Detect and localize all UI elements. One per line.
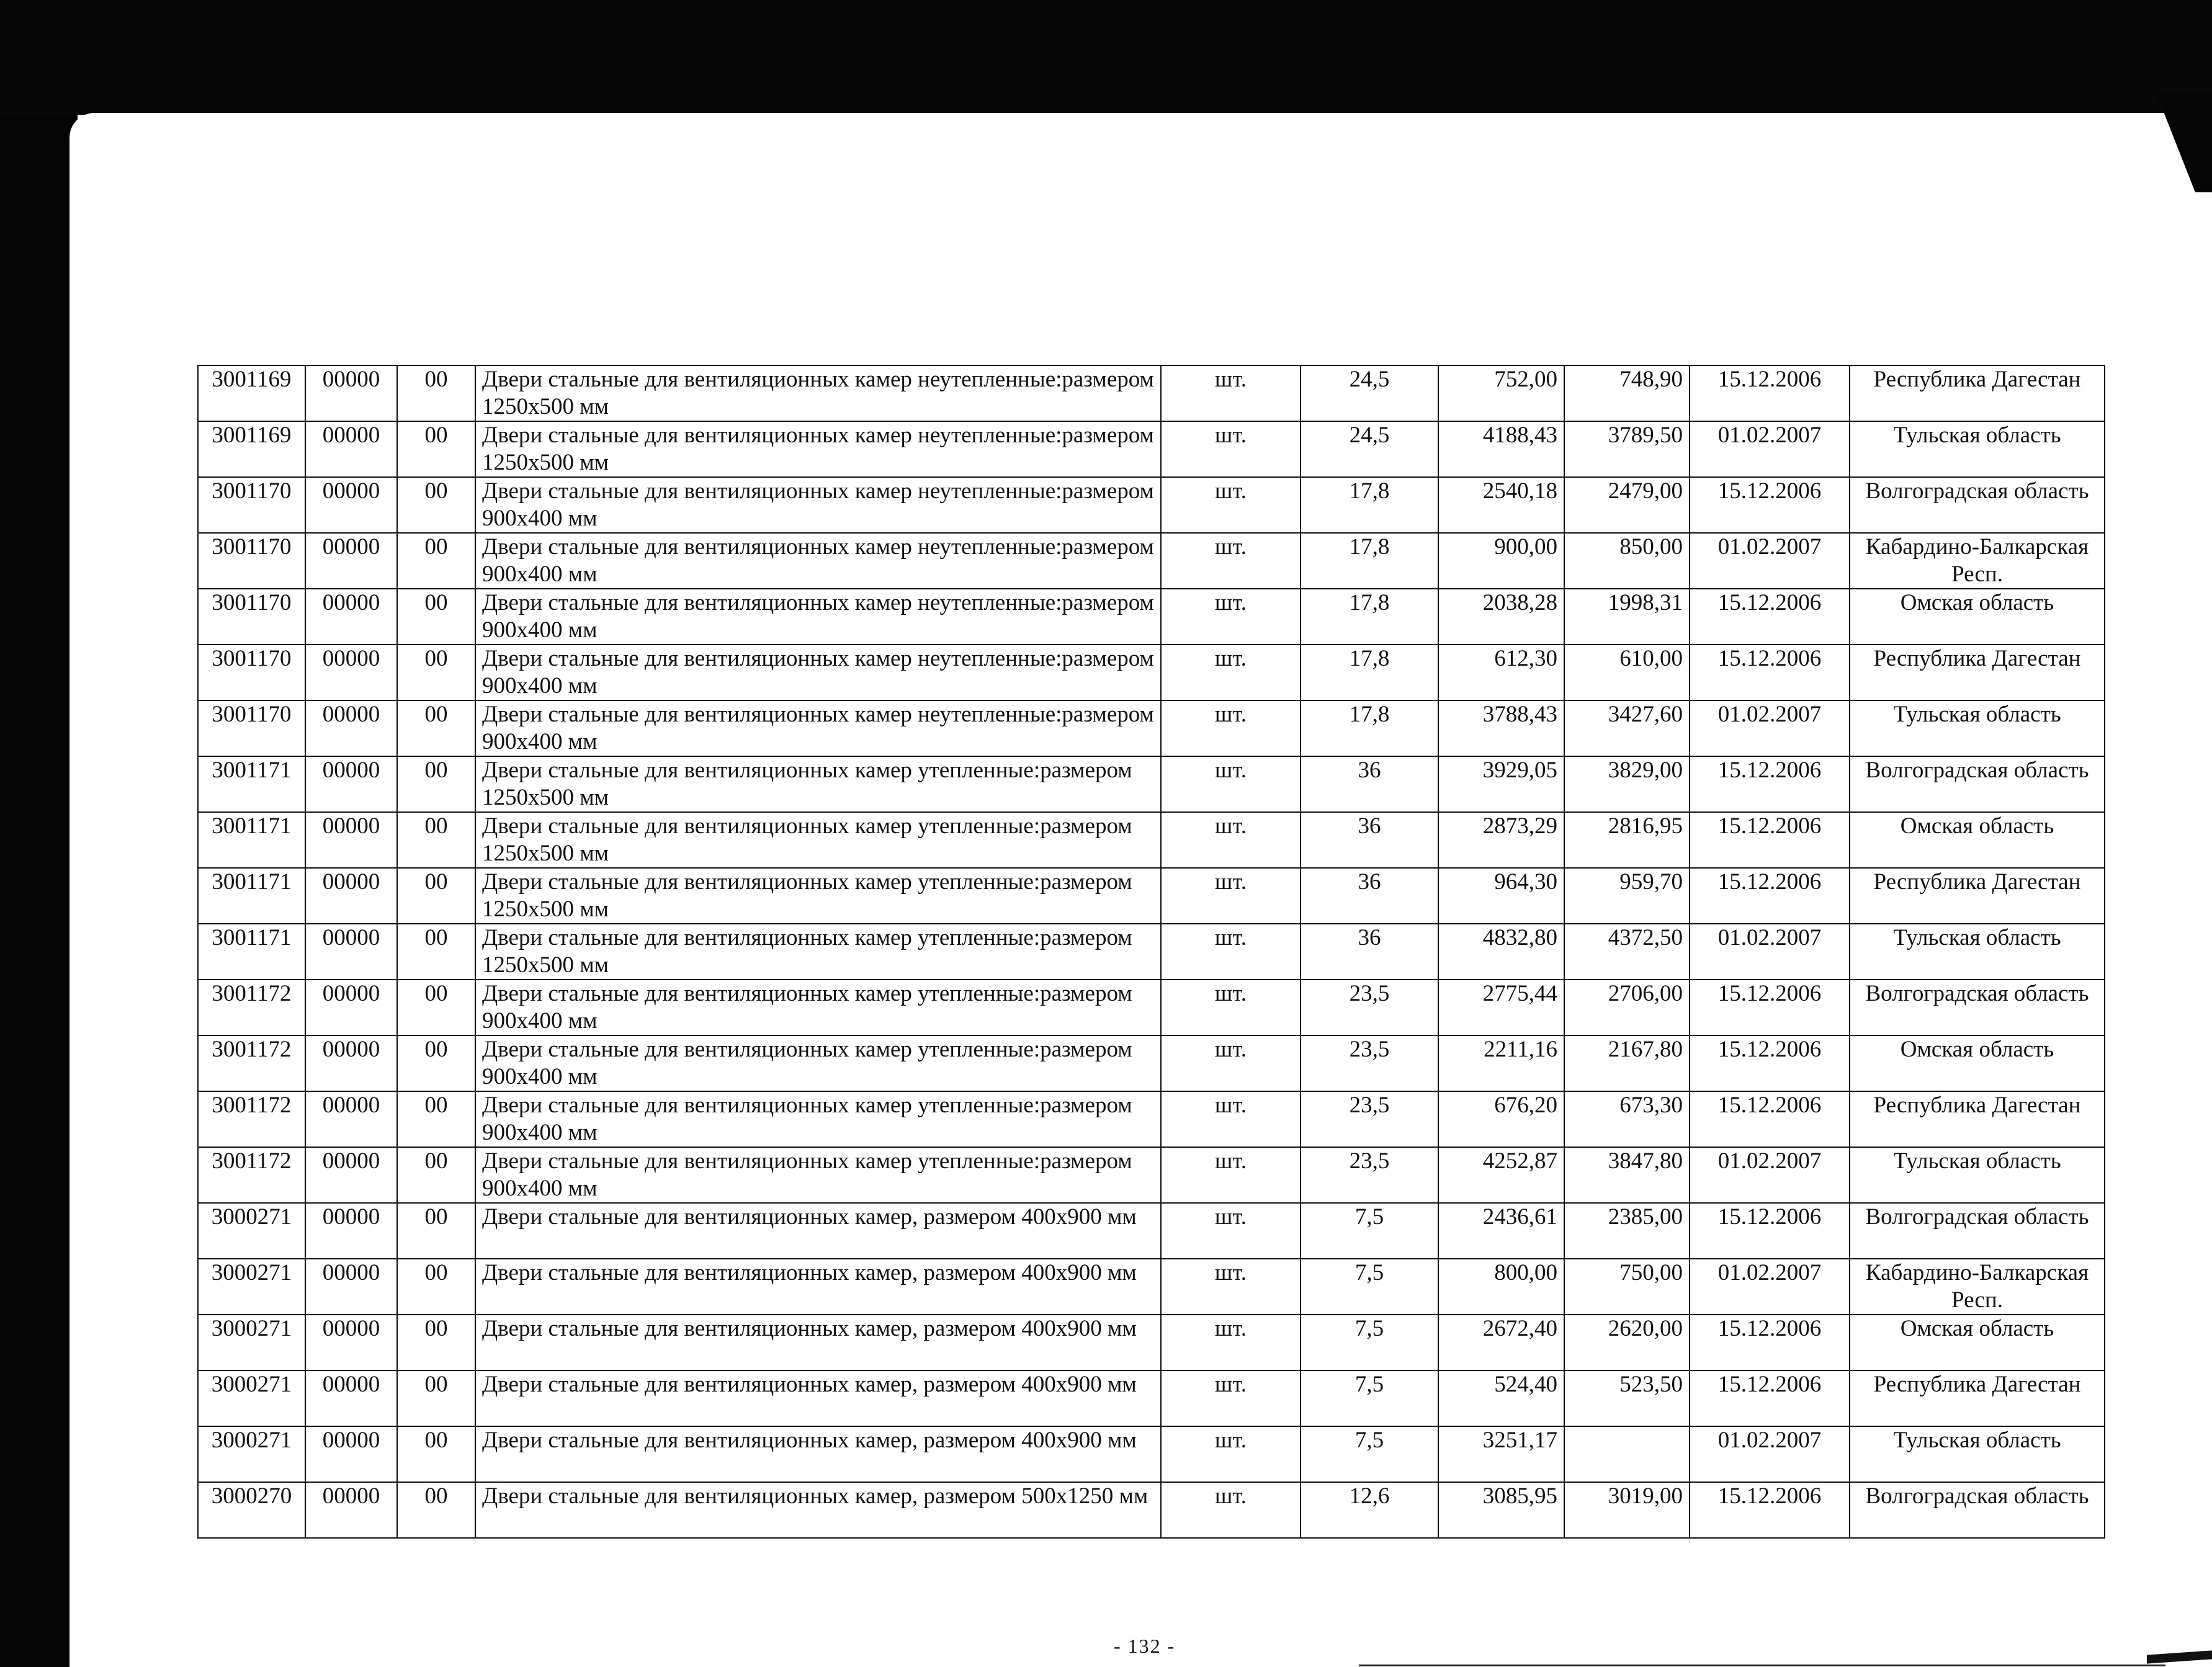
footer-rule (1359, 1665, 2165, 1666)
table-row (198, 868, 2105, 924)
unit-cell: шт. (1161, 1370, 1301, 1426)
variant-cell: 00 (397, 533, 475, 589)
variant-cell: 00 (397, 1482, 475, 1538)
variant-cell: 00 (397, 477, 475, 533)
variant-cell: 00 (397, 421, 475, 477)
weight-cell: 24,5 (1301, 365, 1438, 421)
price-1-cell: 3085,95 (1438, 1482, 1564, 1538)
price-2-cell: 4372,50 (1564, 924, 1690, 980)
variant-cell: 00 (397, 1147, 475, 1203)
item-code-cell: 3001171 (198, 924, 305, 980)
price-1-cell: 2211,16 (1438, 1035, 1564, 1091)
table-row (198, 421, 2105, 477)
item-name-cell: Двери стальные для вентиляционных камер, размером 400х900 мм (475, 1370, 1161, 1426)
price-2-cell (1564, 1426, 1690, 1482)
price-2-cell: 3427,60 (1564, 700, 1690, 756)
unit-cell: шт. (1161, 1147, 1301, 1203)
subcode-cell: 00000 (305, 477, 397, 533)
weight-cell: 23,5 (1301, 1091, 1438, 1147)
subcode-cell: 00000 (305, 1259, 397, 1315)
item-code-cell: 3001170 (198, 589, 305, 645)
variant-cell: 00 (397, 980, 475, 1035)
unit-cell: шт. (1161, 365, 1301, 421)
weight-cell: 17,8 (1301, 645, 1438, 700)
weight-cell: 23,5 (1301, 1147, 1438, 1203)
subcode-cell: 00000 (305, 812, 397, 868)
item-name-cell: Двери стальные для вентиляционных камер утепленные:размером 900х400 мм (475, 980, 1161, 1035)
weight-cell: 7,5 (1301, 1426, 1438, 1482)
variant-cell: 00 (397, 868, 475, 924)
unit-cell: шт. (1161, 868, 1301, 924)
table-row (198, 645, 2105, 700)
price-1-cell: 752,00 (1438, 365, 1564, 421)
item-code-cell: 3001171 (198, 812, 305, 868)
region-cell: Тульская область (1850, 1426, 2105, 1482)
price-1-cell: 4252,87 (1438, 1147, 1564, 1203)
price-2-cell: 1998,31 (1564, 589, 1690, 645)
price-2-cell: 3789,50 (1564, 421, 1690, 477)
unit-cell: шт. (1161, 1482, 1301, 1538)
weight-cell: 36 (1301, 756, 1438, 812)
unit-cell: шт. (1161, 1203, 1301, 1259)
item-code-cell: 3001172 (198, 1035, 305, 1091)
subcode-cell: 00000 (305, 980, 397, 1035)
price-2-cell: 3847,80 (1564, 1147, 1690, 1203)
variant-cell: 00 (397, 1035, 475, 1091)
date-cell: 15.12.2006 (1690, 365, 1850, 421)
table-row (198, 700, 2105, 756)
region-cell: Тульская область (1850, 700, 2105, 756)
weight-cell: 17,8 (1301, 477, 1438, 533)
subcode-cell: 00000 (305, 421, 397, 477)
region-cell: Кабардино-Балкарская Респ. (1850, 1259, 2105, 1315)
weight-cell: 7,5 (1301, 1315, 1438, 1370)
region-cell: Омская область (1850, 1315, 2105, 1370)
table-row (198, 589, 2105, 645)
price-1-cell: 612,30 (1438, 645, 1564, 700)
unit-cell: шт. (1161, 1315, 1301, 1370)
item-code-cell: 3001169 (198, 365, 305, 421)
item-name-cell: Двери стальные для вентиляционных камер неутепленные:размером 900х400 мм (475, 589, 1161, 645)
unit-cell: шт. (1161, 645, 1301, 700)
unit-cell: шт. (1161, 1091, 1301, 1147)
price-1-cell: 3788,43 (1438, 700, 1564, 756)
table-row (198, 365, 2105, 421)
region-cell: Республика Дагестан (1850, 645, 2105, 700)
price-2-cell: 2479,00 (1564, 477, 1690, 533)
price-1-cell: 4188,43 (1438, 421, 1564, 477)
price-table (197, 365, 2105, 1539)
table-body (198, 365, 2105, 1538)
item-code-cell: 3001172 (198, 1091, 305, 1147)
weight-cell: 17,8 (1301, 589, 1438, 645)
price-1-cell: 2038,28 (1438, 589, 1564, 645)
table-row (198, 1147, 2105, 1203)
weight-cell: 23,5 (1301, 1035, 1438, 1091)
item-name-cell: Двери стальные для вентиляционных камер, размером 400х900 мм (475, 1426, 1161, 1482)
subcode-cell: 00000 (305, 589, 397, 645)
item-name-cell: Двери стальные для вентиляционных камер неутепленные:размером 900х400 мм (475, 700, 1161, 756)
item-name-cell: Двери стальные для вентиляционных камер, размером 400х900 мм (475, 1315, 1161, 1370)
table-row (198, 477, 2105, 533)
date-cell: 01.02.2007 (1690, 533, 1850, 589)
item-code-cell: 3001171 (198, 868, 305, 924)
item-name-cell: Двери стальные для вентиляционных камер неутепленные:размером 900х400 мм (475, 533, 1161, 589)
weight-cell: 36 (1301, 868, 1438, 924)
subcode-cell: 00000 (305, 645, 397, 700)
unit-cell: шт. (1161, 1426, 1301, 1482)
table-row (198, 1259, 2105, 1315)
price-1-cell: 676,20 (1438, 1091, 1564, 1147)
price-2-cell: 2167,80 (1564, 1035, 1690, 1091)
price-1-cell: 964,30 (1438, 868, 1564, 924)
region-cell: Омская область (1850, 1035, 2105, 1091)
variant-cell: 00 (397, 645, 475, 700)
item-code-cell: 3000271 (198, 1370, 305, 1426)
variant-cell: 00 (397, 1426, 475, 1482)
region-cell: Тульская область (1850, 421, 2105, 477)
price-1-cell: 800,00 (1438, 1259, 1564, 1315)
price-2-cell: 959,70 (1564, 868, 1690, 924)
region-cell: Волгоградская область (1850, 756, 2105, 812)
item-name-cell: Двери стальные для вентиляционных камер неутепленные:размером 1250х500 мм (475, 421, 1161, 477)
item-name-cell: Двери стальные для вентиляционных камер утепленные:размером 1250х500 мм (475, 812, 1161, 868)
weight-cell: 24,5 (1301, 421, 1438, 477)
weight-cell: 23,5 (1301, 980, 1438, 1035)
table-row (198, 1091, 2105, 1147)
date-cell: 01.02.2007 (1690, 924, 1850, 980)
date-cell: 01.02.2007 (1690, 1259, 1850, 1315)
subcode-cell: 00000 (305, 700, 397, 756)
date-cell: 15.12.2006 (1690, 1370, 1850, 1426)
variant-cell: 00 (397, 700, 475, 756)
region-cell: Республика Дагестан (1850, 868, 2105, 924)
weight-cell: 17,8 (1301, 700, 1438, 756)
item-code-cell: 3001170 (198, 533, 305, 589)
table-row (198, 924, 2105, 980)
item-name-cell: Двери стальные для вентиляционных камер неутепленные:размером 900х400 мм (475, 477, 1161, 533)
item-code-cell: 3000271 (198, 1203, 305, 1259)
date-cell: 01.02.2007 (1690, 1147, 1850, 1203)
item-code-cell: 3000270 (198, 1482, 305, 1538)
subcode-cell: 00000 (305, 365, 397, 421)
item-name-cell: Двери стальные для вентиляционных камер утепленные:размером 900х400 мм (475, 1035, 1161, 1091)
price-2-cell: 2816,95 (1564, 812, 1690, 868)
subcode-cell: 00000 (305, 1315, 397, 1370)
price-1-cell: 3251,17 (1438, 1426, 1564, 1482)
subcode-cell: 00000 (305, 1035, 397, 1091)
date-cell: 15.12.2006 (1690, 1482, 1850, 1538)
unit-cell: шт. (1161, 700, 1301, 756)
price-2-cell: 2620,00 (1564, 1315, 1690, 1370)
date-cell: 01.02.2007 (1690, 421, 1850, 477)
variant-cell: 00 (397, 756, 475, 812)
price-1-cell: 4832,80 (1438, 924, 1564, 980)
subcode-cell: 00000 (305, 868, 397, 924)
variant-cell: 00 (397, 1370, 475, 1426)
date-cell: 15.12.2006 (1690, 1035, 1850, 1091)
variant-cell: 00 (397, 1203, 475, 1259)
table-row (198, 1426, 2105, 1482)
item-code-cell: 3001170 (198, 645, 305, 700)
item-name-cell: Двери стальные для вентиляционных камер, размером 500х1250 мм (475, 1482, 1161, 1538)
date-cell: 15.12.2006 (1690, 756, 1850, 812)
price-1-cell: 900,00 (1438, 533, 1564, 589)
date-cell: 15.12.2006 (1690, 477, 1850, 533)
weight-cell: 12,6 (1301, 1482, 1438, 1538)
subcode-cell: 00000 (305, 1091, 397, 1147)
weight-cell: 7,5 (1301, 1203, 1438, 1259)
page-number: - 132 - (1114, 1635, 1176, 1657)
variant-cell: 00 (397, 1091, 475, 1147)
item-name-cell: Двери стальные для вентиляционных камер утепленные:размером 900х400 мм (475, 1091, 1161, 1147)
table-row (198, 1315, 2105, 1370)
date-cell: 01.02.2007 (1690, 700, 1850, 756)
price-1-cell: 3929,05 (1438, 756, 1564, 812)
price-2-cell: 3019,00 (1564, 1482, 1690, 1538)
scan-left-border (0, 115, 78, 1667)
unit-cell: шт. (1161, 812, 1301, 868)
weight-cell: 36 (1301, 812, 1438, 868)
region-cell: Кабардино-Балкарская Респ. (1850, 533, 2105, 589)
item-name-cell: Двери стальные для вентиляционных камер утепленные:размером 1250х500 мм (475, 756, 1161, 812)
weight-cell: 17,8 (1301, 533, 1438, 589)
region-cell: Тульская область (1850, 924, 2105, 980)
unit-cell: шт. (1161, 980, 1301, 1035)
table-row (198, 1370, 2105, 1426)
subcode-cell: 00000 (305, 1203, 397, 1259)
price-2-cell: 673,30 (1564, 1091, 1690, 1147)
item-name-cell: Двери стальные для вентиляционных камер утепленные:размером 1250х500 мм (475, 868, 1161, 924)
region-cell: Волгоградская область (1850, 980, 2105, 1035)
variant-cell: 00 (397, 1315, 475, 1370)
item-code-cell: 3000271 (198, 1259, 305, 1315)
date-cell: 15.12.2006 (1690, 1203, 1850, 1259)
region-cell: Волгоградская область (1850, 477, 2105, 533)
item-code-cell: 3001170 (198, 477, 305, 533)
subcode-cell: 00000 (305, 924, 397, 980)
variant-cell: 00 (397, 589, 475, 645)
table-row (198, 1203, 2105, 1259)
item-code-cell: 3001170 (198, 700, 305, 756)
price-1-cell: 524,40 (1438, 1370, 1564, 1426)
price-1-cell: 2775,44 (1438, 980, 1564, 1035)
unit-cell: шт. (1161, 756, 1301, 812)
price-2-cell: 523,50 (1564, 1370, 1690, 1426)
item-name-cell: Двери стальные для вентиляционных камер неутепленные:размером 900х400 мм (475, 645, 1161, 700)
region-cell: Республика Дагестан (1850, 1091, 2105, 1147)
price-1-cell: 2672,40 (1438, 1315, 1564, 1370)
table-row (198, 1482, 2105, 1538)
item-code-cell: 3000271 (198, 1315, 305, 1370)
price-2-cell: 2706,00 (1564, 980, 1690, 1035)
price-2-cell: 850,00 (1564, 533, 1690, 589)
weight-cell: 7,5 (1301, 1370, 1438, 1426)
date-cell: 15.12.2006 (1690, 812, 1850, 868)
region-cell: Омская область (1850, 812, 2105, 868)
item-code-cell: 3001172 (198, 980, 305, 1035)
unit-cell: шт. (1161, 533, 1301, 589)
date-cell: 15.12.2006 (1690, 868, 1850, 924)
price-2-cell: 748,90 (1564, 365, 1690, 421)
item-code-cell: 3001171 (198, 756, 305, 812)
region-cell: Республика Дагестан (1850, 1370, 2105, 1426)
item-code-cell: 3001172 (198, 1147, 305, 1203)
variant-cell: 00 (397, 365, 475, 421)
item-name-cell: Двери стальные для вентиляционных камер утепленные:размером 900х400 мм (475, 1147, 1161, 1203)
price-1-cell: 2873,29 (1438, 812, 1564, 868)
region-cell: Омская область (1850, 589, 2105, 645)
variant-cell: 00 (397, 924, 475, 980)
subcode-cell: 00000 (305, 1147, 397, 1203)
item-name-cell: Двери стальные для вентиляционных камер неутепленные:размером 1250х500 мм (475, 365, 1161, 421)
weight-cell: 36 (1301, 924, 1438, 980)
region-cell: Волгоградская область (1850, 1203, 2105, 1259)
table-row (198, 812, 2105, 868)
item-code-cell: 3001169 (198, 421, 305, 477)
date-cell: 15.12.2006 (1690, 645, 1850, 700)
date-cell: 15.12.2006 (1690, 589, 1850, 645)
scan-top-border (0, 0, 2212, 115)
price-2-cell: 3829,00 (1564, 756, 1690, 812)
price-2-cell: 750,00 (1564, 1259, 1690, 1315)
date-cell: 15.12.2006 (1690, 1091, 1850, 1147)
region-cell: Республика Дагестан (1850, 365, 2105, 421)
region-cell: Волгоградская область (1850, 1482, 2105, 1538)
unit-cell: шт. (1161, 589, 1301, 645)
weight-cell: 7,5 (1301, 1259, 1438, 1315)
subcode-cell: 00000 (305, 533, 397, 589)
variant-cell: 00 (397, 1259, 475, 1315)
date-cell: 15.12.2006 (1690, 1315, 1850, 1370)
item-name-cell: Двери стальные для вентиляционных камер, размером 400х900 мм (475, 1259, 1161, 1315)
item-name-cell: Двери стальные для вентиляционных камер, размером 400х900 мм (475, 1203, 1161, 1259)
date-cell: 15.12.2006 (1690, 980, 1850, 1035)
item-code-cell: 3000271 (198, 1426, 305, 1482)
subcode-cell: 00000 (305, 1370, 397, 1426)
price-1-cell: 2436,61 (1438, 1203, 1564, 1259)
price-1-cell: 2540,18 (1438, 477, 1564, 533)
variant-cell: 00 (397, 812, 475, 868)
table-row (198, 756, 2105, 812)
unit-cell: шт. (1161, 924, 1301, 980)
table-row (198, 533, 2105, 589)
unit-cell: шт. (1161, 1035, 1301, 1091)
unit-cell: шт. (1161, 477, 1301, 533)
price-2-cell: 2385,00 (1564, 1203, 1690, 1259)
subcode-cell: 00000 (305, 756, 397, 812)
subcode-cell: 00000 (305, 1426, 397, 1482)
subcode-cell: 00000 (305, 1482, 397, 1538)
table-row (198, 980, 2105, 1035)
region-cell: Тульская область (1850, 1147, 2105, 1203)
table-row (198, 1035, 2105, 1091)
item-name-cell: Двери стальные для вентиляционных камер утепленные:размером 1250х500 мм (475, 924, 1161, 980)
unit-cell: шт. (1161, 1259, 1301, 1315)
price-2-cell: 610,00 (1564, 645, 1690, 700)
date-cell: 01.02.2007 (1690, 1426, 1850, 1482)
unit-cell: шт. (1161, 421, 1301, 477)
